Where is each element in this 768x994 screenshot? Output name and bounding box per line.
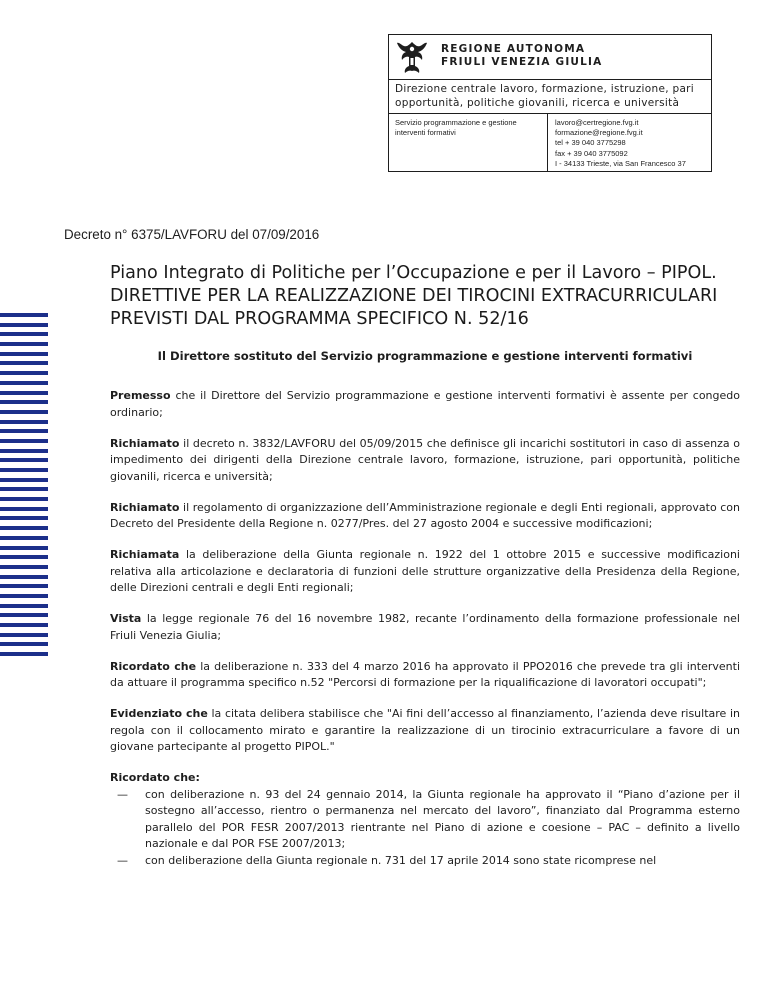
paragraph-text: la deliberazione della Giunta regionale n. 1922 del 1 ottobre 2015 e successive modificazioni relativa alla articolazione e declaratoria di funzioni delle strutture organizzative della Presidenza della Regione, delle Direzioni centrali e degli Enti regionali; bbox=[110, 548, 740, 594]
list-item bbox=[110, 853, 740, 870]
paragraph-text: la deliberazione n. 333 del 4 marzo 2016 ha approvato il PPO2016 che prevede tra gli interventi da attuare il programma specifico n.52 "Percorsi di formazione per la riqualificazione di lavoratori occupati"; bbox=[110, 659, 740, 689]
title-line-3: PREVISTI DAL PROGRAMMA SPECIFICO N. 52/16 bbox=[110, 308, 529, 329]
list-item bbox=[110, 787, 740, 853]
director-heading: Il Direttore sostituto del Servizio programmazione e gestione interventi formativi bbox=[157, 349, 693, 363]
list-item-text: con deliberazione della Giunta regionale n. 731 del 17 aprile 2014 sono state ricomprese nel bbox=[145, 853, 657, 867]
list-item-text: con deliberazione n. 93 del 24 gennaio 2014, la Giunta regionale ha approvato il “Piano d’azione per il sostegno all’accesso, rientro o permanenza nel mercato del lavoro”, finanziato dal Programma esterno parallelo del POR FESR 2007/2013 rientrante nel Piano di azione e coesione – PAC – definito a livello nazionale e dal POR FSE 2007/2013; bbox=[145, 787, 740, 850]
paragraph-lead: Vista bbox=[110, 612, 142, 625]
paragraph-text: la citata delibera stabilisce che "Ai fini dell’accesso al finanziamento, l’azienda deve risultare in regola con il collocamento mirato e garantire la realizzazione di un tirocinio extracurriculare a favore di un giovane partecipante al progetto PIPOL." bbox=[110, 707, 740, 753]
region-name bbox=[441, 43, 602, 69]
document-body bbox=[110, 388, 740, 869]
letterhead-header bbox=[389, 35, 711, 80]
letterhead-divider bbox=[547, 114, 548, 172]
paragraph-ricordato bbox=[110, 659, 740, 692]
paragraph-text: il regolamento di organizzazione dell’Amministrazione regionale e degli Enti regionali, approvato con Decreto del Presidente della Regione n. 0277/Pres. del 27 agosto 2004 e successive modificazioni; bbox=[110, 500, 740, 530]
paragraph-lead: Premesso bbox=[110, 389, 171, 402]
paragraph-ricordato-list-lead bbox=[110, 770, 740, 787]
document-title bbox=[110, 262, 740, 330]
contact-pec: lavoro@certregione.fvg.it bbox=[555, 118, 639, 127]
paragraph-premesso bbox=[110, 388, 740, 421]
paragraph-lead: Richiamata bbox=[110, 548, 180, 561]
paragraph-richiamato-regolamento bbox=[110, 500, 740, 533]
contact-address: I - 34133 Trieste, via San Francesco 37 bbox=[555, 158, 686, 168]
letterhead bbox=[388, 34, 712, 172]
paragraph-lead: Richiamato bbox=[110, 436, 180, 450]
contact-block bbox=[555, 118, 711, 169]
title-line-2: DIRETTIVE PER LA REALIZZAZIONE DEI TIROCINI EXTRACURRICULARI bbox=[110, 285, 718, 306]
eagle-emblem-icon bbox=[395, 39, 429, 75]
paragraph-text: il decreto n. 3832/LAVFORU del 05/09/2015 che definisce gli incarichi sostitutori in caso di assenza o impedimento dei dirigenti della Direzione centrale lavoro, formazione, istruzione, pari opportunità, politiche giovanili, ricerca e università; bbox=[110, 436, 740, 483]
paragraph-richiamato-decreto bbox=[110, 436, 740, 486]
decree-number: Decreto n° 6375/LAVFORU del 07/09/2016 bbox=[64, 227, 320, 242]
paragraph-lead: Ricordato che bbox=[110, 659, 197, 673]
title-line-1: Piano Integrato di Politiche per l’Occupazione e per il Lavoro – PIPOL. bbox=[110, 263, 717, 283]
servizio-name: Servizio programmazione e gestione interventi formativi bbox=[395, 118, 517, 137]
paragraph-lead: Evidenziato che bbox=[110, 707, 208, 720]
contact-tel: tel + 39 040 3775298 bbox=[555, 138, 626, 148]
contact-fax: fax + 39 040 3775092 bbox=[555, 148, 628, 158]
letterhead-footer bbox=[389, 113, 711, 172]
decorative-stripes bbox=[0, 313, 48, 662]
direzione-name: Direzione centrale lavoro, formazione, istruzione, pari opportunità, politiche giovanili, ricerca e università bbox=[395, 83, 695, 109]
paragraph-richiamata bbox=[110, 547, 740, 597]
ricordato-list bbox=[110, 787, 740, 870]
paragraph-evidenziato bbox=[110, 706, 740, 756]
dash-bullet: — bbox=[117, 853, 128, 867]
paragraph-text: che il Direttore del Servizio programmazione e gestione interventi formativi è assente per congedo ordinario; bbox=[110, 389, 740, 419]
paragraph-lead: Ricordato che: bbox=[110, 771, 200, 784]
paragraph-text: la legge regionale 76 del 16 novembre 1982, recante l’ordinamento della formazione professionale nel Friuli Venezia Giulia; bbox=[110, 612, 740, 642]
region-name-line1: REGIONE AUTONOMA bbox=[441, 43, 586, 55]
contact-email: formazione@regione.fvg.it bbox=[555, 128, 643, 138]
dash-bullet: — bbox=[117, 787, 128, 801]
paragraph-vista bbox=[110, 611, 740, 644]
region-name-line2: FRIULI VENEZIA GIULIA bbox=[441, 56, 603, 68]
paragraph-lead: Richiamato bbox=[110, 500, 180, 514]
